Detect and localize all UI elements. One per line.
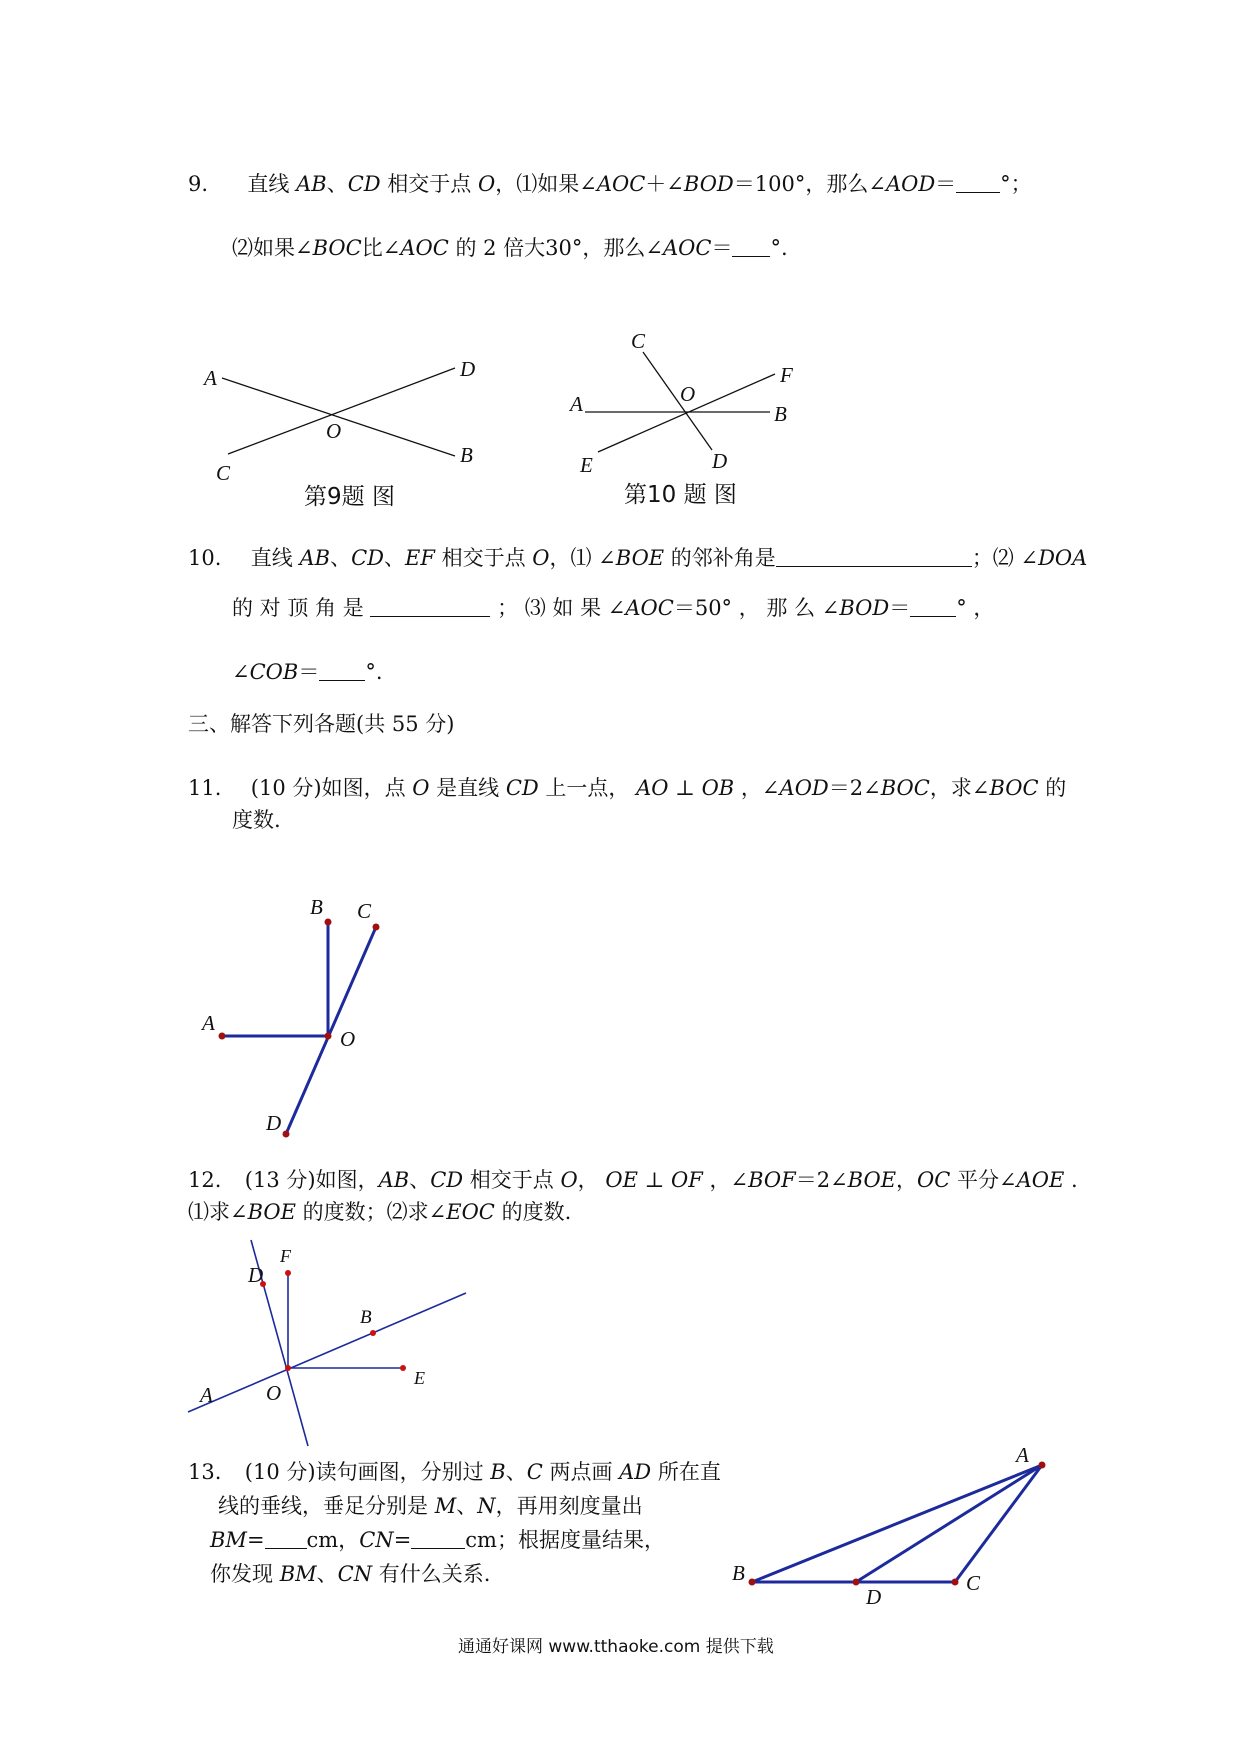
q13-blank-cn[interactable] <box>411 1530 465 1549</box>
q13-line4: 你发现 BM、CN 有什么关系. <box>210 1562 491 1586</box>
q12-line2: ⑴求∠BOE 的度数；⑵求∠EOC 的度数. <box>188 1200 572 1224</box>
q13-number: 13. <box>188 1460 222 1484</box>
fig9-label-b: B <box>460 443 473 467</box>
fig12-diagram <box>188 1240 466 1446</box>
fig11-point-c <box>373 924 380 931</box>
fig13-label-d: D <box>866 1585 882 1609</box>
fig9-caption: 第9题 图 <box>304 484 395 510</box>
fig13-label-b: B <box>732 1561 745 1585</box>
q9-line1: 9. 直线 AB、CD 相交于点 O，⑴如果∠AOC＋∠BOD＝100°，那么∠AOD＝ °； <box>188 172 1032 196</box>
fig13-point-a <box>1039 1462 1046 1469</box>
fig12-label-a: A <box>200 1383 213 1407</box>
fig11-point-b <box>325 919 332 926</box>
fig10-label-e: E <box>580 453 593 477</box>
q10-blank-3[interactable] <box>910 598 956 617</box>
fig9-label-c: C <box>216 461 231 485</box>
fig12-label-f: F <box>280 1246 291 1266</box>
fig12-label-d: D <box>248 1263 264 1287</box>
q13-line3: BM= cm，CN= cm；根据度量结果， <box>210 1528 665 1552</box>
fig10-caption: 第10 题 图 <box>624 482 737 508</box>
q13-blank-bm[interactable] <box>265 1530 307 1549</box>
fig9-line-ab <box>222 378 455 456</box>
fig12-label-b: B <box>360 1307 372 1328</box>
q11-number: 11. <box>188 776 222 800</box>
fig10-label-f: F <box>780 363 793 387</box>
fig9-label-a: A <box>204 366 217 390</box>
q9-number: 9. <box>188 172 209 196</box>
q11-line1: 11. (10 分)如图，点 O 是直线 CD 上一点， AO ⊥ OB ，∠AOD＝2∠BOC，求∠BOC 的 <box>188 776 1067 800</box>
fig11-label-a: A <box>202 1011 215 1035</box>
fig12-point-e <box>400 1365 406 1371</box>
fig12-point-b <box>370 1330 376 1336</box>
fig10-label-d: D <box>712 449 728 473</box>
fig12-points <box>260 1270 406 1371</box>
fig9-label-d: D <box>460 357 476 381</box>
fig11-line-cd <box>286 927 376 1134</box>
fig13-point-d <box>853 1579 860 1586</box>
fig11-point-o <box>325 1033 332 1040</box>
q10-line3: ∠COB＝ °. <box>232 660 383 684</box>
fig9-label-o: O <box>326 419 342 443</box>
fig13-label-a: A <box>1016 1443 1029 1467</box>
fig12-label-e: E <box>414 1368 425 1388</box>
fig13-diagram <box>752 1465 1042 1582</box>
fig11-label-d: D <box>266 1111 282 1135</box>
q10-line1: 10. 直线 AB、CD、EF 相交于点 O，⑴ ∠BOE 的邻补角是 ；⑵ ∠DOA <box>188 546 1088 570</box>
fig13-point-b <box>749 1579 756 1586</box>
fig10-line-cd <box>643 352 712 450</box>
q10-blank-4[interactable] <box>319 662 365 681</box>
fig10-label-a: A <box>570 392 583 416</box>
q12-line1: 12. (13 分)如图，AB、CD 相交于点 O， OE ⊥ OF ，∠BOF＝2∠BOE，OC 平分∠AOE . <box>188 1168 1078 1192</box>
page-footer: 通通好课网 www.tthaoke.com 提供下载 <box>458 1637 774 1657</box>
fig12-line-ab <box>188 1293 466 1412</box>
q10-line2: 的 对 顶 角 是 ； ⑶ 如 果 ∠AOC＝50° ， 那 么 ∠BOD＝ ° ， <box>232 596 995 620</box>
q13-line2: 线的垂线，垂足分别是 M、N，再用刻度量出 <box>218 1494 643 1518</box>
q10-blank-1[interactable] <box>776 548 972 567</box>
fig11-point-d <box>283 1131 290 1138</box>
fig13-point-c <box>952 1579 959 1586</box>
q12-number: 12. <box>188 1168 222 1192</box>
fig11-label-o: O <box>340 1027 356 1051</box>
q11-line2: 度数. <box>232 808 281 832</box>
fig9-line-cd <box>228 368 455 454</box>
fig11-label-b: B <box>310 895 323 919</box>
fig10-label-o: O <box>680 382 696 406</box>
fig12-point-f <box>285 1270 291 1276</box>
fig10-label-c: C <box>631 329 646 353</box>
section3-title: 三、解答下列各题(共 55 分) <box>188 712 455 736</box>
fig11-label-c: C <box>357 899 372 923</box>
fig12-label-o: O <box>266 1381 282 1405</box>
fig10-label-b: B <box>774 402 787 426</box>
q10-number: 10. <box>188 546 222 570</box>
fig13-label-c: C <box>966 1571 981 1595</box>
q10-blank-2[interactable] <box>370 598 490 617</box>
fig11-point-a <box>219 1033 226 1040</box>
q9-line2: ⑵如果∠BOC比∠AOC 的 2 倍大30°，那么∠AOC＝ °. <box>232 236 788 260</box>
fig12-point-o <box>285 1365 291 1371</box>
fig13-segment-ad <box>856 1465 1042 1582</box>
q13-line1: 13. (10 分)读句画图，分别过 B、C 两点画 AD 所在直 <box>188 1460 721 1484</box>
